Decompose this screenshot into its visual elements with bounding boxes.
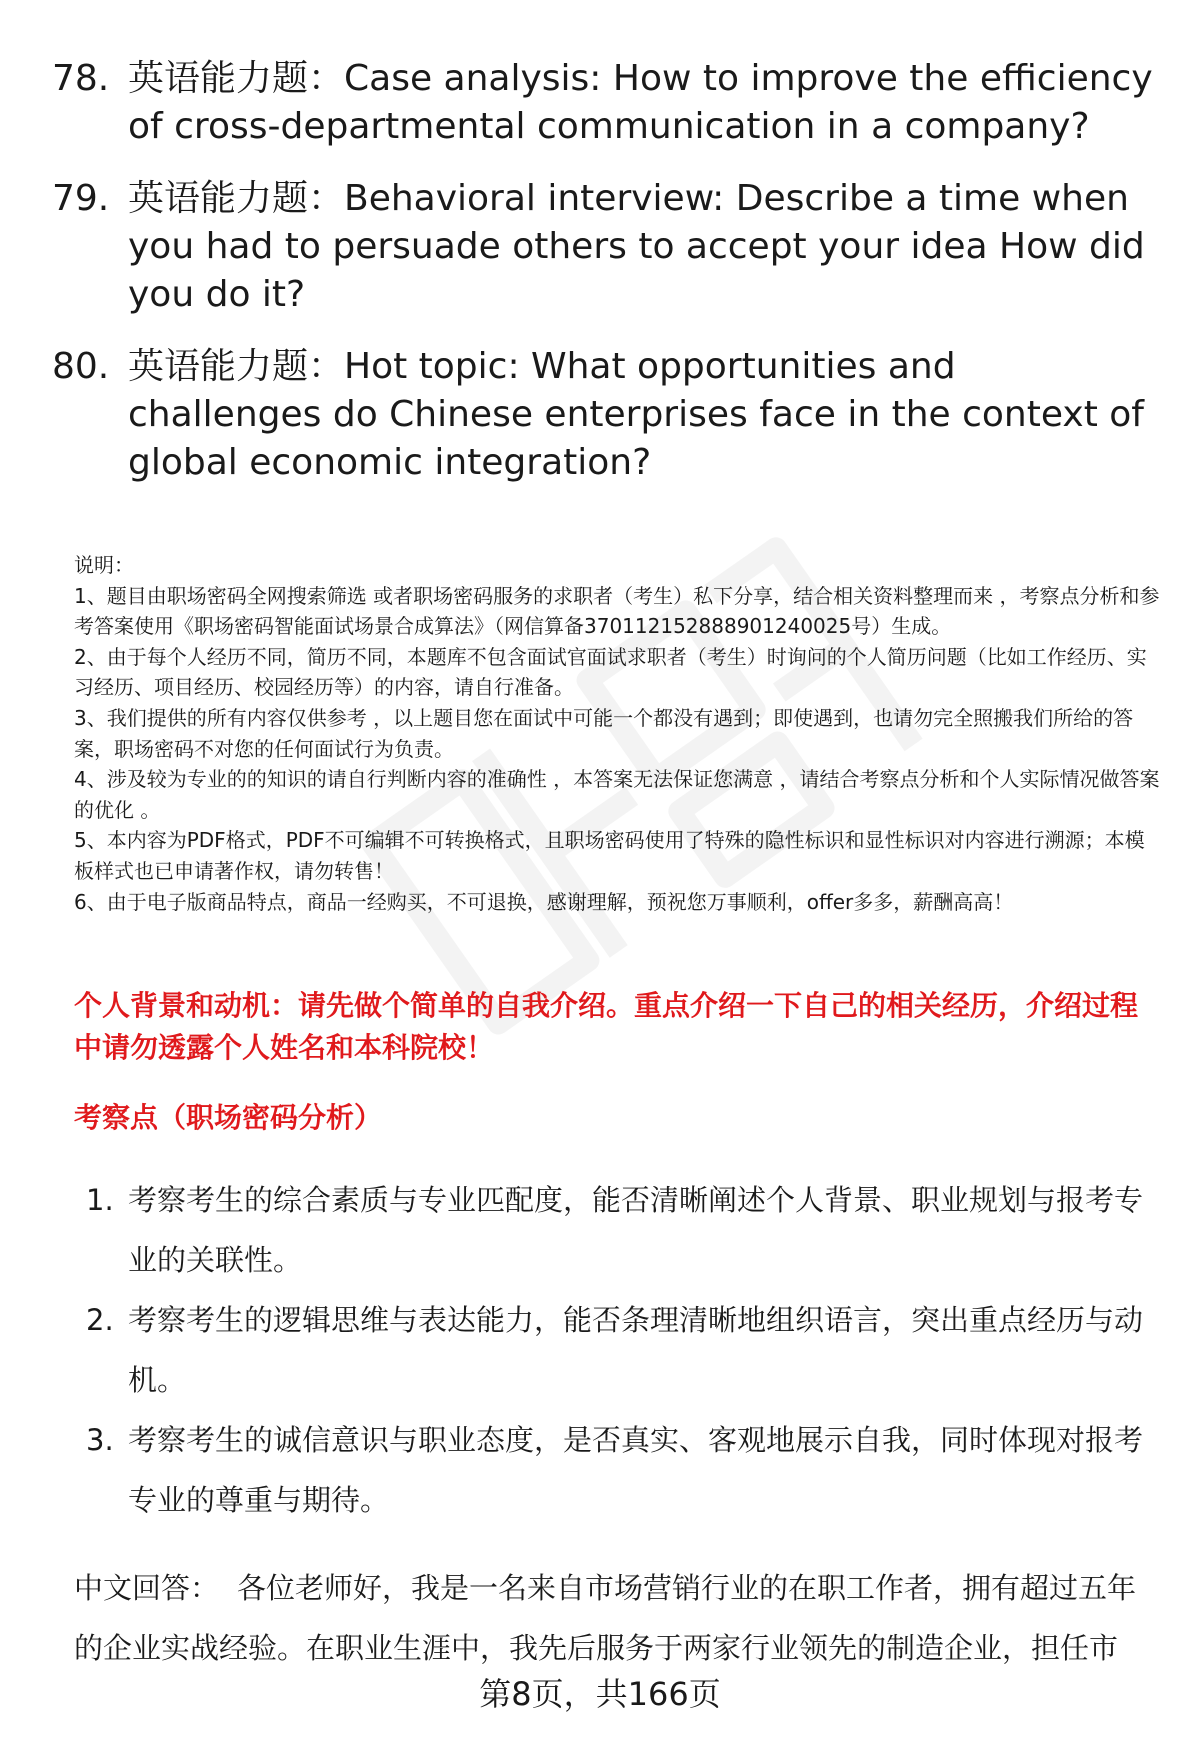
question-number: 80. <box>52 346 110 387</box>
analysis-point <box>0 1170 1200 1290</box>
answer-label: 中文回答： <box>74 1571 220 1605</box>
question-text: 英语能力题：Hot topic: What opportunities and challenges do Chinese enterprises face in the context of global economic integration? <box>128 346 1144 483</box>
question-list <box>0 55 1200 511</box>
question-text: 英语能力题：Case analysis: How to improve the efficiency of cross-departmental communication in a company? <box>128 58 1153 147</box>
analysis-point <box>0 1290 1200 1410</box>
question-heading: 个人背景和动机：请先做个简单的自我介绍。重点介绍一下自己的相关经历，介绍过程中请勿透露个人姓名和本科院校！ <box>74 989 1139 1064</box>
point-number: 3. <box>86 1423 114 1457</box>
analysis-title: 考察点（职场密码分析） <box>74 1101 383 1134</box>
question-text: 英语能力题：Behavioral interview: Describe a time when you had to persuade others to accept your idea How did you do it? <box>128 178 1145 315</box>
question-item-78 <box>0 55 1200 151</box>
notes-title: 说明： <box>74 553 134 577</box>
note-item: 3、我们提供的所有内容仅供参考 ，以上题目您在面试中可能一个都没有遇到；即使遇到，也请勿完全照搬我们所给的答案，职场密码不对您的任何面试行为负责。 <box>74 705 1134 761</box>
analysis-point <box>0 1410 1200 1530</box>
note-item: 1、题目由职场密码全网搜索筛选 或者职场密码服务的求职者（考生）私下分享，结合相关资料整理而来 ，考察点分析和参考答案使用《职场密码智能面试场景合成算法》（网信算备370112152888901240025号）生成。 <box>74 583 1160 639</box>
note-item: 4、涉及较为专业的的知识的请自行判断内容的准确性 ，本答案无法保证您满意 ，请结合考察点分析和个人实际情况做答案的优化 。 <box>74 767 1160 822</box>
point-text: 考察考生的综合素质与专业匹配度，能否清晰阐述个人背景、职业规划与报考专业的关联性。 <box>128 1183 1144 1277</box>
question-number: 79. <box>52 178 110 219</box>
question-number: 78. <box>52 58 110 99</box>
point-number: 1. <box>86 1183 114 1217</box>
question-item-79 <box>0 175 1200 319</box>
answer-text: 各位老师好，我是一名来自市场营销行业的在职工作者，拥有超过五年的企业实战经验。在职业生涯中，我先后服务于两家行业领先的制造企业，担任市 <box>74 1571 1137 1665</box>
page-footer: 第8页，共166页 <box>479 1675 721 1713</box>
point-text: 考察考生的逻辑思维与表达能力，能否条理清晰地组织语言，突出重点经历与动机。 <box>128 1303 1144 1397</box>
analysis-points <box>0 1170 1200 1530</box>
note-item: 5、本内容为PDF格式，PDF不可编辑不可转换格式，且职场密码使用了特殊的隐性标识和显性标识对内容进行溯源；本模板样式也已申请著作权，请勿转售！ <box>74 828 1145 883</box>
notes-section <box>74 550 1164 917</box>
note-item: 6、由于电子版商品特点，商品一经购买，不可退换，感谢理解，预祝您万事顺利，offer多多，薪酬高高！ <box>74 889 1014 914</box>
answer-section <box>74 1558 1164 1678</box>
note-item: 2、由于每个人经历不同，简历不同，本题库不包含面试官面试求职者（考生）时询问的个人简历问题（比如工作经历、实习经历、项目经历、校园经历等）的内容，请自行准备。 <box>74 644 1147 700</box>
question-item-80 <box>0 343 1200 487</box>
point-number: 2. <box>86 1303 114 1337</box>
point-text: 考察考生的诚信意识与职业态度，是否真实、客观地展示自我，同时体现对报考专业的尊重与期待。 <box>128 1423 1144 1517</box>
